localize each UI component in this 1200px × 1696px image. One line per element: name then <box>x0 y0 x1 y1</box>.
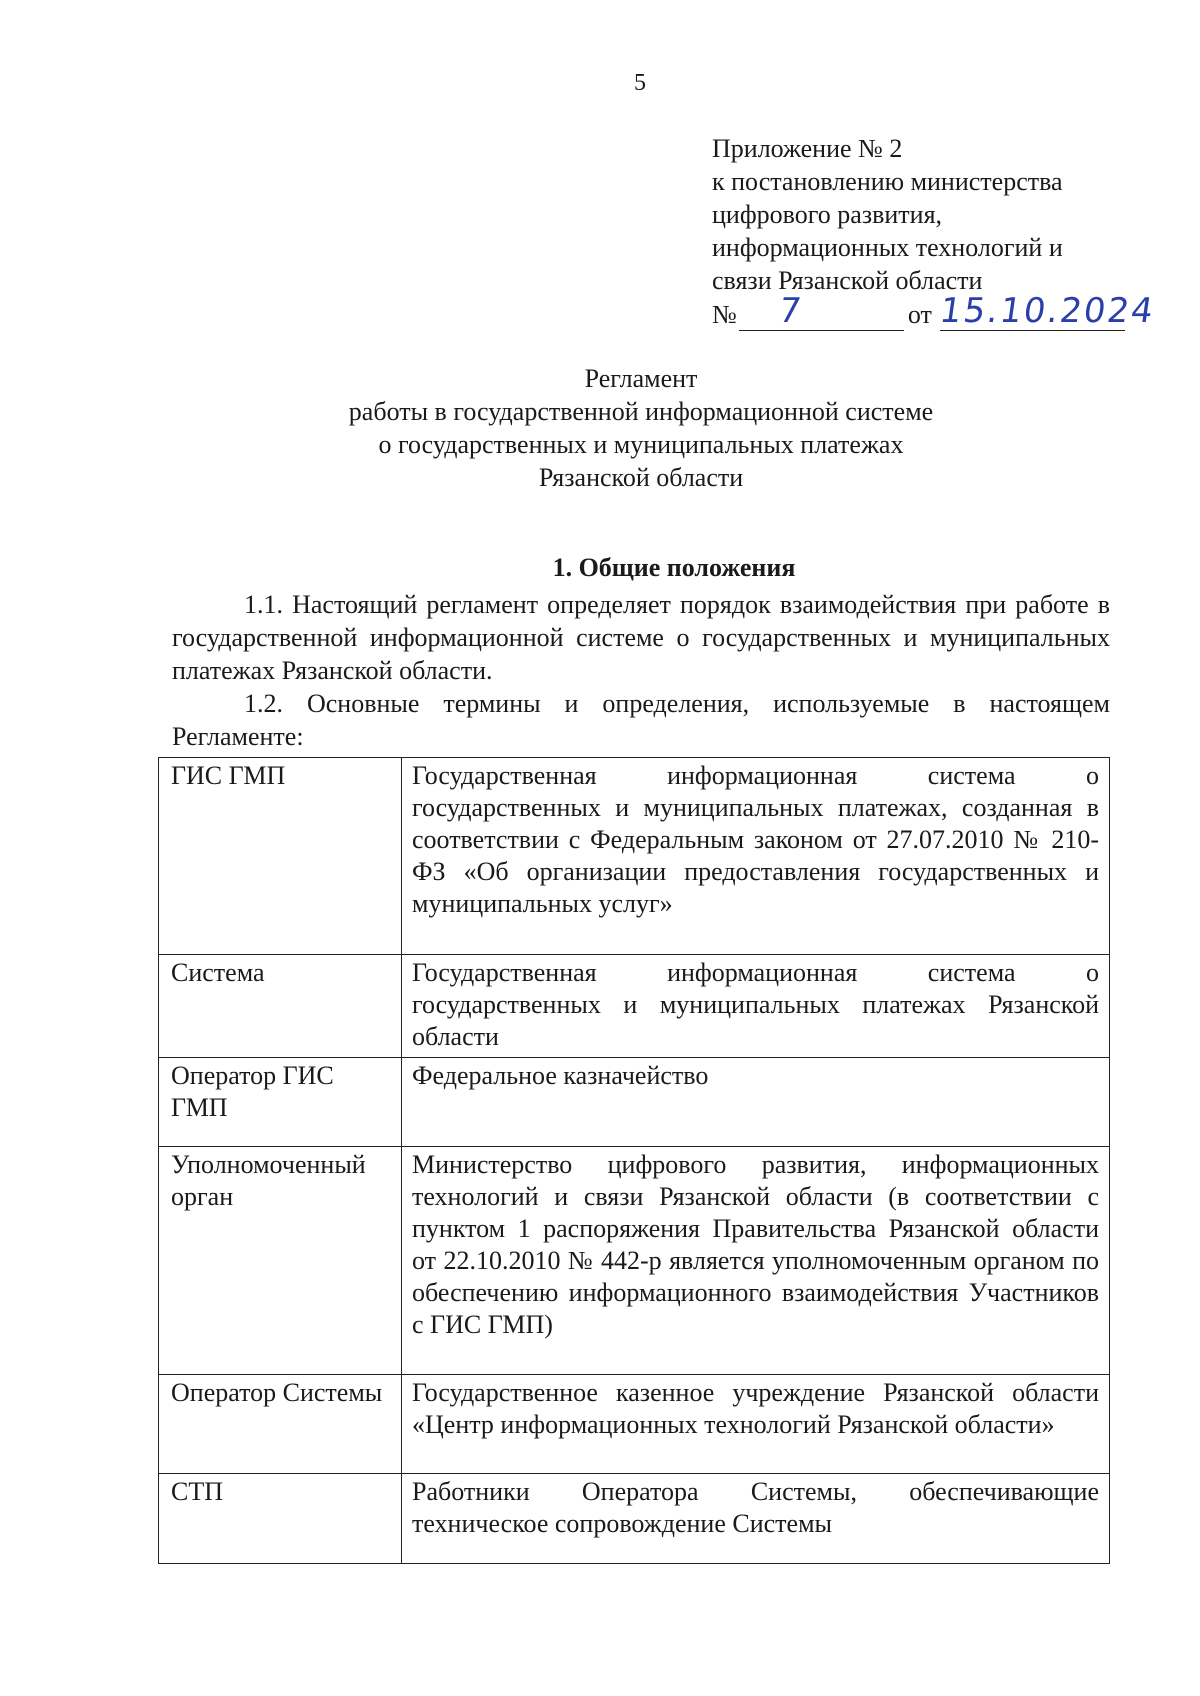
handwritten-number: 7 <box>776 291 805 331</box>
handwritten-date: 15.10.2024 <box>937 291 1158 331</box>
table-row <box>159 955 1110 1058</box>
term-cell: СТП <box>159 1474 402 1564</box>
date-blank <box>937 291 1158 331</box>
definition-cell: Государственное казенное учреждение Рязанской области «Центр информационных технологий Рязанской области» <box>402 1375 1110 1474</box>
terms-table <box>158 757 1110 1564</box>
table-row <box>159 1058 1110 1147</box>
section-heading: 1. Общие положения <box>552 553 796 582</box>
appendix-line: Приложение № 2 <box>712 134 903 163</box>
date-label: от <box>907 300 932 329</box>
title-line: работы в государственной информационной системе <box>348 397 934 426</box>
term-cell: ГИС ГМП <box>159 758 402 955</box>
number-blank <box>739 291 904 331</box>
definition-cell: Федеральное казначейство <box>402 1058 1110 1147</box>
definition-cell: Работники Оператора Системы, обеспечивающие техническое сопровождение Системы <box>402 1474 1110 1564</box>
title-line: о государственных и муниципальных платежах <box>378 430 904 459</box>
table-row <box>159 1147 1110 1375</box>
definition-cell: Государственная информационная система о государственных и муниципальных платежах, созданная в соответствии с Федеральным законом от 27.07.2010 № 210-ФЗ «Об организации предоставления государственных и муниципальных услуг» <box>402 758 1110 955</box>
appendix-line: информационных технологий и <box>712 233 1063 262</box>
section-body <box>172 588 1110 753</box>
table-row <box>159 758 1110 955</box>
appendix-line: цифрового развития, <box>712 200 943 229</box>
document-title <box>0 362 1200 494</box>
paragraph-1-1: 1.1. Настоящий регламент определяет порядок взаимодействия при работе в государственной информационной системе о государственных и муниципальных платежах Рязанской области. <box>172 590 1110 685</box>
table-row <box>159 1474 1110 1564</box>
title-line: Регламент <box>584 364 698 393</box>
appendix-line: связи Рязанской области <box>712 266 983 295</box>
number-label: № <box>712 300 737 329</box>
definition-cell: Министерство цифрового развития, информационных технологий и связи Рязанской области (в соответствии с пунктом 1 распоряжения Правительства Рязанской области от 22.10.2010 № 442-р является уполномоченным органом по обеспечению информационного взаимодействия Участников с ГИС ГМП) <box>402 1147 1110 1375</box>
title-line: Рязанской области <box>538 463 744 492</box>
number-date-line <box>712 291 1158 331</box>
paragraph-1-2: 1.2. Основные термины и определения, используемые в настоящем Регламенте: <box>172 689 1110 751</box>
page-number: 5 <box>634 70 646 96</box>
definition-cell: Государственная информационная система о государственных и муниципальных платежах Рязанской области <box>402 955 1110 1058</box>
term-cell: Уполномоченный орган <box>159 1147 402 1375</box>
table-row <box>159 1375 1110 1474</box>
term-cell: Система <box>159 955 402 1058</box>
term-cell: Оператор ГИС ГМП <box>159 1058 402 1147</box>
appendix-header <box>712 132 1158 331</box>
term-cell: Оператор Системы <box>159 1375 402 1474</box>
appendix-line: к постановлению министерства <box>712 167 1063 196</box>
